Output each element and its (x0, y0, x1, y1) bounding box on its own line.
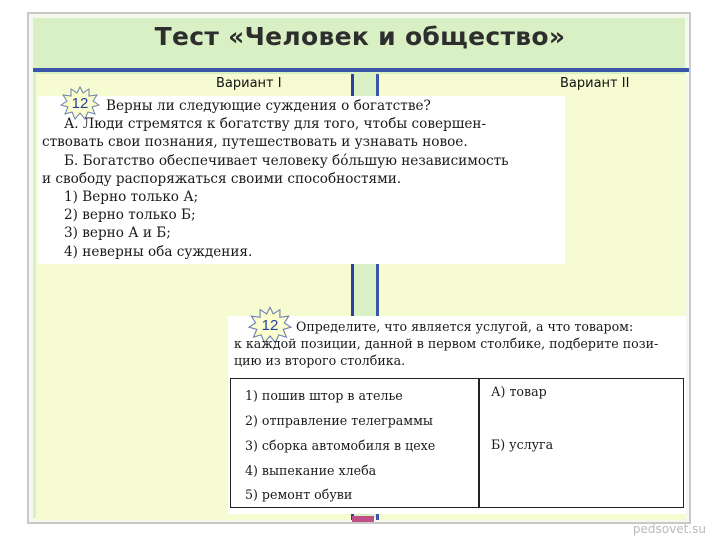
bottom-marker (352, 516, 374, 522)
question-1-line: А. Люди стремятся к богатству для того, чтобы совершен- (64, 116, 487, 133)
position-item-3[interactable]: 3) сборка автомобиля в цехе (245, 438, 436, 453)
question-2-line: к каждой позиции, данной в первом столбике, подберите пози- (234, 336, 659, 351)
question-1-line: Верны ли следующие суждения о богатстве? (106, 98, 431, 114)
position-item-4[interactable]: 4) выпекание хлеба (245, 463, 377, 478)
question-1-text (42, 97, 562, 261)
question-2-text (234, 318, 686, 369)
question-2-line: Определите, что является услугой, а что товаром: (296, 319, 634, 334)
position-item-2[interactable]: 2) отправление телеграммы (245, 413, 433, 428)
match-option-b[interactable]: Б) услуга (491, 437, 554, 452)
position-item-1[interactable]: 1) пошив штор в ателье (245, 388, 403, 403)
question-1-line: и свободу распоряжаться своими способностями. (42, 170, 402, 187)
header-divider (33, 68, 689, 72)
match-option-a[interactable]: А) товар (491, 384, 547, 399)
answer-option-3[interactable]: 3) верно А и Б; (64, 225, 171, 242)
answer-option-2[interactable]: 2) верно только Б; (64, 207, 196, 224)
variant-2-label: Вариант II (560, 76, 630, 91)
watermark: pedsovet.su (632, 522, 706, 536)
variant-1-label: Вариант I (216, 76, 282, 91)
question-1-line: Б. Богатство обеспечивает человеку бóльшую независимость (64, 152, 509, 169)
question-2-number: 12 (261, 316, 279, 334)
question-1-number: 12 (71, 94, 89, 112)
table-column-divider (478, 379, 480, 507)
matching-table (230, 378, 684, 508)
question-2-line: цию из второго столбика. (234, 353, 406, 368)
slide-title: Тест «Человек и общество» (154, 22, 566, 51)
question-1-line: ствовать свои познания, путешествовать и узнавать новое. (42, 134, 468, 151)
answer-option-1[interactable]: 1) Верно только А; (64, 189, 199, 206)
position-item-5[interactable]: 5) ремонт обуви (245, 487, 353, 502)
answer-option-4[interactable]: 4) неверны оба суждения. (64, 243, 253, 260)
